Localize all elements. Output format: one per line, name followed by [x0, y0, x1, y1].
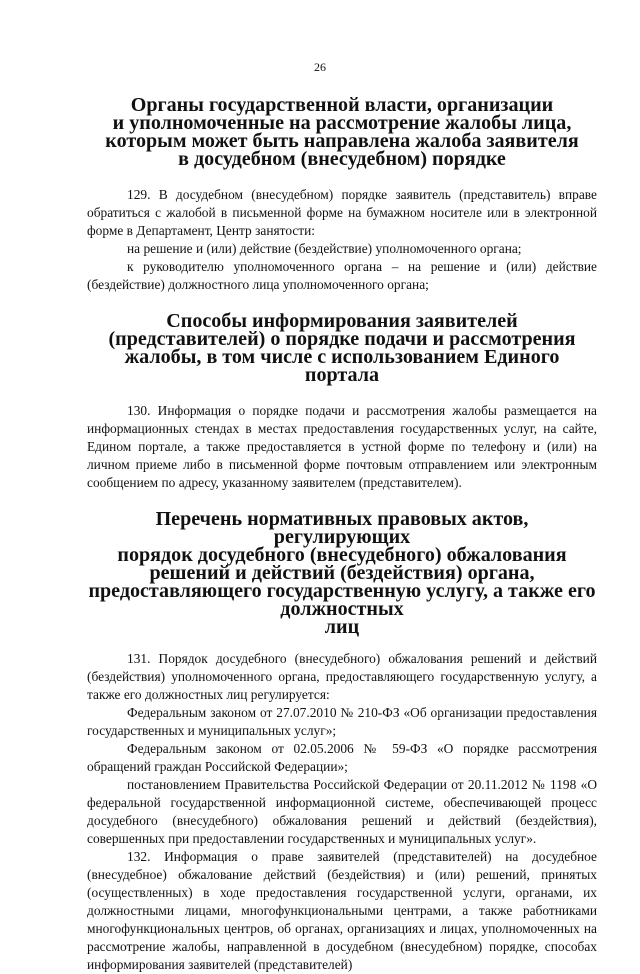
paragraph-129: 129. В досудебном (внесудебном) порядке заявитель (представитель) вправе обратиться с жалобой в письменной форме на бумажном носителе или в электронной форме в Департамент, Центр занятости:	[87, 187, 597, 238]
heading-line: предоставляющего государственную услугу, а также его должностных	[88, 580, 596, 620]
heading-line: Органы государственной власти, организации	[130, 94, 554, 116]
paragraph-132: 132. Информация о праве заявителей (представителей) на досудебное (внесудебное) обжалование действий (бездействия) и (или) решений, принятых (осуществленных) в ходе предоставления государственной услуги, органами, их должностными лицами, многофункциональными центрами, а также работниками многофункциональных центров, об органах, организациях и лицах, уполномоченных на рассмотрение жалобы, направленной в досудебном (внесудебном) порядке, способах информирования заявителей (представителей)	[87, 849, 597, 972]
heading-line: лиц	[324, 616, 360, 638]
heading-line: решений и действий (бездействия) органа,	[149, 562, 535, 584]
heading-line: и уполномоченные на рассмотрение жалобы лица,	[112, 112, 572, 134]
paragraph-130: 130. Информация о порядке подачи и рассмотрения жалобы размещается на информационных стендах в местах предоставления государственных услуг, на сайте, Едином портале, а также предоставляется в устной форме по телефону и (или) на личном приеме либо в письменной форме почтовым отправлением или электронным сообщением по адресу, указанному заявителем (представителем).	[87, 403, 597, 490]
paragraph: Федеральным законом от 27.07.2010 № 210-ФЗ «Об организации предоставления государственных и муниципальных услуг»;	[87, 705, 597, 738]
section-heading-informing-methods	[87, 312, 597, 384]
paragraph: к руководителю уполномоченного органа – на решение и (или) действие (бездействие) должностного лица уполномоченного органа;	[87, 259, 597, 292]
paragraph: на решение и (или) действие (бездействие) уполномоченного органа;	[127, 241, 522, 256]
heading-line: Способы информирования заявителей	[166, 310, 518, 332]
paragraph: Федеральным законом от 02.05.2006 № 59-ФЗ «О порядке рассмотрения обращений граждан Российской Федерации»;	[87, 741, 597, 774]
heading-line: жалобы, в том числе с использованием Единого портала	[124, 346, 560, 386]
paragraph: постановлением Правительства Российской Федерации от 20.11.2012 № 1198 «О федеральной государственной информационной системе, обеспечивающей процесс досудебного (внесудебного) обжалования решений и действий (бездействия), совершенных при предоставлении государственных и муниципальных услуг».	[87, 777, 597, 846]
heading-line: Перечень нормативных правовых актов, регулирующих	[155, 508, 529, 548]
document-body	[87, 96, 597, 974]
page-number: 26	[314, 60, 326, 74]
section-heading-complaint-bodies	[87, 96, 597, 168]
heading-line: которым может быть направлена жалоба заявителя	[105, 130, 579, 152]
section-heading-legal-acts	[87, 510, 597, 636]
heading-line: (представителей) о порядке подачи и рассмотрения	[108, 328, 576, 350]
paragraph-131: 131. Порядок досудебного (внесудебного) обжалования решений и действий (бездействия) уполномоченного органа, предоставляющего государственную услугу, а также его должностных лиц регулируется:	[87, 651, 597, 702]
heading-line: порядок досудебного (внесудебного) обжалования	[117, 544, 567, 566]
heading-line: в досудебном (внесудебном) порядке	[178, 148, 506, 170]
